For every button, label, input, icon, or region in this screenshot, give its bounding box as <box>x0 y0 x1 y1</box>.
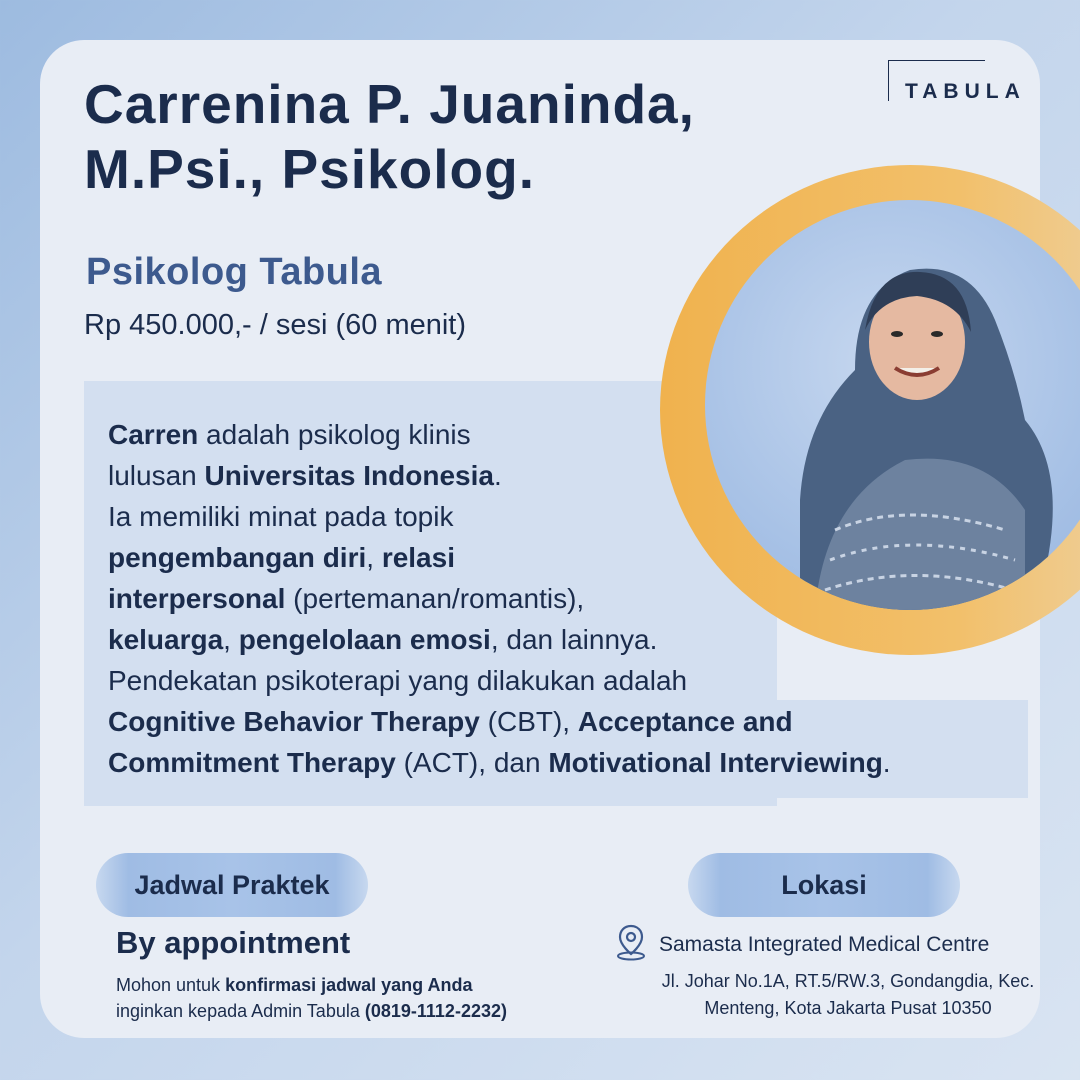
bio-text-segment: . <box>882 747 891 778</box>
bio-text-segment: (ACT), dan <box>395 747 549 778</box>
session-price: Rp 450.000,- / sesi (60 menit) <box>84 309 467 341</box>
psychologist-name <box>84 72 864 202</box>
location-pill <box>688 853 960 917</box>
bio-text-segment: , <box>223 624 239 655</box>
note-mid: inginkan kepada Admin Tabula <box>116 1001 365 1021</box>
bio-bold-text: pengembangan diri <box>108 542 367 573</box>
bio-text-segment: , dan lainnya. <box>490 624 658 655</box>
name-line-1: Carrenina P. Juaninda, <box>84 73 695 135</box>
location-label: Lokasi <box>781 869 867 900</box>
bio-text-segment: . <box>493 460 502 491</box>
bio-text-segment: lulusan <box>108 460 205 491</box>
tabula-logo: TABULA <box>905 80 1026 103</box>
bio-text-segment: , <box>366 542 382 573</box>
bio-bold-text: keluarga <box>108 624 224 655</box>
role-title: Psikolog Tabula <box>86 251 383 293</box>
address-line-2: Menteng, Kota Jakarta Pusat 10350 <box>704 998 992 1018</box>
bio-bold-text: Commitment Therapy <box>108 747 396 778</box>
bio-bold-text: Cognitive Behavior Therapy <box>108 706 480 737</box>
bio-bold-text: interpersonal <box>108 583 286 614</box>
bio-bold-text: Motivational Interviewing <box>548 747 883 778</box>
location-address <box>638 968 1058 1022</box>
note-prefix: Mohon untuk <box>116 975 226 995</box>
address-line-1: Jl. Johar No.1A, RT.5/RW.3, Gondangdia, Kec. <box>661 971 1035 991</box>
bio-text-segment: (CBT), <box>479 706 578 737</box>
bio-bold-text: relasi <box>381 542 455 573</box>
location-name: Samasta Integrated Medical Centre <box>659 933 990 956</box>
bio-text <box>108 414 1028 783</box>
note-bold: konfirmasi jadwal yang Anda <box>225 975 473 995</box>
bio-text-segment: adalah psikolog klinis <box>198 419 471 450</box>
map-pin-icon <box>611 922 651 962</box>
note-phone: (0819-1112-2232) <box>364 1001 507 1021</box>
name-line-2: M.Psi., Psikolog. <box>84 138 535 200</box>
bio-bold-text: Carren <box>108 419 199 450</box>
bio-text-segment: (pertemanan/romantis), <box>285 583 585 614</box>
bio-bold-text: Universitas Indonesia <box>204 460 494 491</box>
schedule-label: Jadwal Praktek <box>134 869 330 900</box>
schedule-pill <box>96 853 368 917</box>
schedule-value: By appointment <box>116 925 351 960</box>
schedule-note <box>116 972 576 1024</box>
bio-bold-text: pengelolaan emosi <box>238 624 491 655</box>
bio-bold-text: Acceptance and <box>577 706 793 737</box>
bio-text-segment: Pendekatan psikoterapi yang dilakukan adalah <box>108 665 688 696</box>
bio-text-segment: Ia memiliki minat pada topik <box>108 501 454 532</box>
